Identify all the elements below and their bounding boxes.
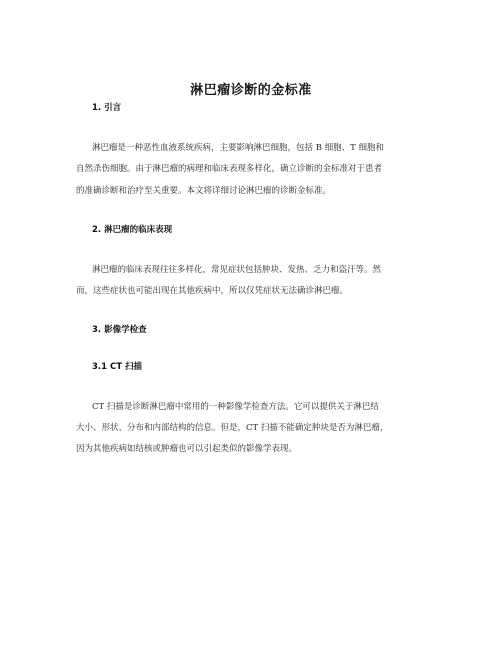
paragraph-line: 因为其他疾病如结核或肿瘤也可以引起类似的影像学表现。 xyxy=(76,444,298,454)
section-heading-clinical: 2. 淋巴瘤的临床表现 xyxy=(92,225,173,235)
section-heading-imaging: 3. 影像学检查 xyxy=(92,325,147,335)
paragraph-line: 的准确诊断和治疗至关重要。本文将详细讨论淋巴瘤的诊断金标准。 xyxy=(76,186,332,196)
paragraph-line: CT 扫描是诊断淋巴瘤中常用的一种影像学检查方法。它可以提供关于淋巴结 xyxy=(92,402,379,412)
paragraph-line: 淋巴瘤是一种恶性血液系统疾病，主要影响淋巴细胞，包括 B 细胞、T 细胞和 xyxy=(92,143,385,153)
section-heading-ct-scan: 3.1 CT 扫描 xyxy=(92,362,143,372)
paragraph-line: 淋巴瘤的临床表现往往多样化，常见症状包括肿块、发热、乏力和盗汗等。然 xyxy=(92,265,382,275)
paragraph-line: 自然杀伤细胞。由于淋巴瘤的病理和临床表现多样化，确立诊断的金标准对于患者 xyxy=(76,164,383,174)
section-heading-introduction: 1. 引言 xyxy=(92,103,122,113)
paragraph-line: 而，这些症状也可能出现在其他疾病中，所以仅凭症状无法确诊淋巴瘤。 xyxy=(76,286,349,296)
paragraph-line: 大小、形状、分布和内部结构的信息。但是，CT 扫描不能确定肿块是否为淋巴瘤， xyxy=(76,423,389,433)
document-title: 淋巴瘤诊断的金标准 xyxy=(190,83,312,98)
